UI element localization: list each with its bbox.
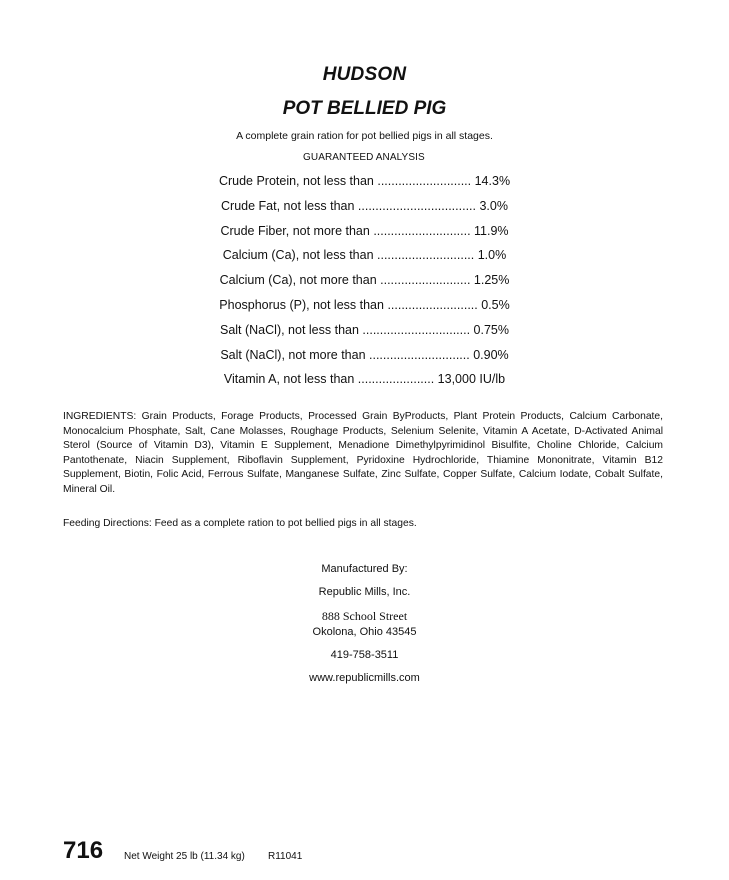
analysis-row-crude-protein-min: [0, 173, 729, 198]
analysis-label: Calcium (Ca), not less than: [222, 248, 374, 263]
analysis-leader-dots: .............................: [365, 347, 474, 362]
analysis-value: 1.25%: [473, 273, 510, 288]
feeding-directions: Feeding Directions: Feed as a complete ration to pot bellied pigs in all stages.: [63, 518, 417, 529]
analysis-value: 3.0%: [479, 198, 508, 213]
manufacturer-street: 888 School Street: [321, 609, 408, 623]
product-tagline: A complete grain ration for pot bellied pigs in all stages.: [236, 130, 493, 142]
analysis-value: 0.5%: [481, 297, 510, 312]
analysis-label: Calcium (Ca), not more than: [219, 273, 377, 288]
ingredients-paragraph: INGREDIENTS: Grain Products, Forage Products, Processed Grain ByProducts, Plant Protein Products, Calcium Carbonate, Monocalcium Phosphate, Salt, Cane Molasses, Roughage Products, Selenium Selenite, Vitamin A Acetate, D-Activated Animal Sterol (Source of Vitamin D3), Vitamin E Supplement, Menadione Dimethylpyrimidinol Bisulfite, Choline Chloride, Calcium Pantothenate, Niacin Supplement, Riboflavin Supplement, Pyridoxine Hydrochloride, Thiamine Mononitrate, Vitamin B12 Supplement, Biotin, Folic Acid, Ferrous Sulfate, Manganese Sulfate, Zinc Sulfate, Copper Sulfate, Calcium Iodate, Cobalt Sulfate, Mineral Oil.: [63, 411, 663, 495]
product-name: POT BELLIED PIG: [282, 98, 447, 119]
manufacturer-website: www.republicmills.com: [309, 672, 420, 684]
analysis-leader-dots: ............................: [373, 248, 478, 263]
analysis-leader-dots: ..................................: [354, 198, 480, 213]
analysis-row-crude-fat-min: [0, 198, 729, 223]
analysis-leader-dots: ..........................: [376, 273, 474, 288]
analysis-row-crude-fiber-max: [0, 223, 729, 248]
analysis-value: 1.0%: [477, 248, 507, 263]
analysis-value: 13,000 IU/lb: [437, 372, 506, 387]
analysis-row-salt-min: [0, 322, 729, 347]
analysis-leader-dots: ...........................: [373, 174, 475, 188]
analysis-label: Crude Protein, not less than: [218, 174, 374, 188]
analysis-leader-dots: ...............................: [358, 322, 474, 337]
analysis-row-calcium-max: [0, 272, 729, 297]
analysis-value: 14.3%: [474, 174, 511, 188]
manufacturer-heading: Manufactured By:: [321, 563, 408, 575]
brand-name: HUDSON: [322, 64, 407, 85]
analysis-label: Salt (NaCl), not more than: [220, 347, 366, 362]
manufacturer-phone: 419-758-3511: [330, 649, 399, 661]
guaranteed-analysis-heading: GUARANTEED ANALYSIS: [303, 152, 425, 163]
analysis-label: Salt (NaCl), not less than: [219, 322, 359, 337]
revision-code: R11041: [268, 851, 303, 862]
analysis-leader-dots: ............................: [369, 223, 475, 238]
analysis-label: Crude Fiber, not more than: [220, 223, 370, 238]
analysis-row-calcium-min: [0, 247, 729, 272]
analysis-row-vitamin-a-min: [0, 371, 729, 396]
analysis-row-phosphorus-min: [0, 297, 729, 322]
guaranteed-analysis-list: [0, 173, 729, 396]
analysis-value: 0.75%: [473, 322, 509, 337]
analysis-value: 0.90%: [473, 347, 509, 362]
analysis-leader-dots: ..........................: [383, 297, 482, 312]
analysis-value: 11.9%: [474, 223, 509, 238]
product-code: 716: [63, 837, 104, 864]
analysis-label: Phosphorus (P), not less than: [219, 297, 384, 312]
analysis-row-salt-max: [0, 347, 729, 372]
manufacturer-city: Okolona, Ohio 43545: [312, 626, 417, 638]
analysis-leader-dots: ......................: [354, 372, 438, 387]
manufacturer-company: Republic Mills, Inc.: [318, 586, 411, 598]
net-weight: Net Weight 25 lb (11.34 kg): [124, 851, 245, 862]
analysis-label: Vitamin A, not less than: [223, 372, 355, 387]
analysis-label: Crude Fat, not less than: [221, 198, 355, 213]
